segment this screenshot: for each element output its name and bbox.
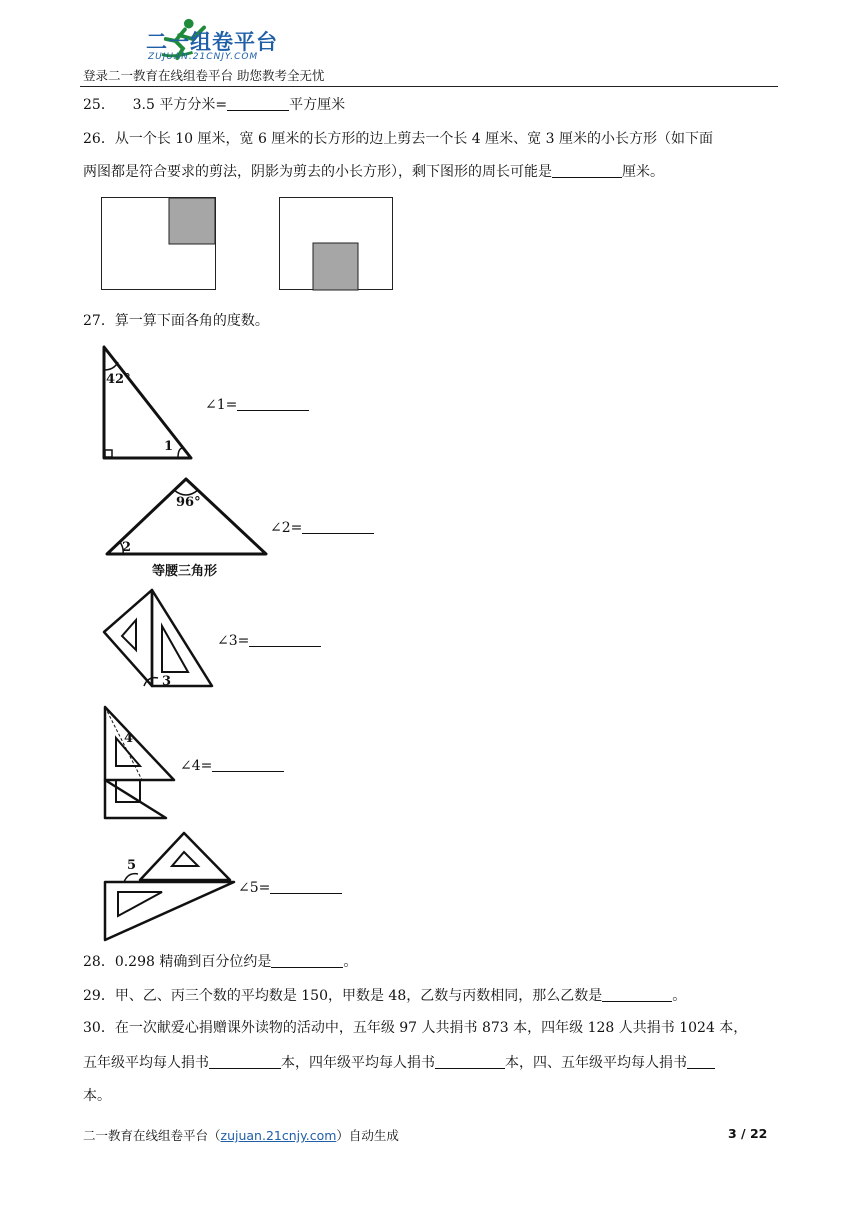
angle-mark-2: 2	[122, 540, 132, 555]
question-29: 29．甲、乙、丙三个数的平均数是 150，甲数是 48，乙数与丙数相同，那么乙数是 。	[83, 985, 686, 1006]
question-30-line2: 五年级平均每人捐书 本，四年级平均每人捐书 本，四、五年级平均每人捐书	[83, 1052, 715, 1073]
question-26-line1: 26．从一个长 10 厘米，宽 6 厘米的长方形的边上剪去一个长 4 厘米、宽 3 厘米的小长方形（如下面	[83, 131, 713, 147]
angle-label-96: 96°	[176, 495, 201, 510]
page-number: 3 / 22	[728, 1126, 768, 1141]
angle-3-answer: ∠3=	[217, 630, 321, 649]
angle-mark-3: 3	[162, 674, 172, 689]
answer-blank[interactable]	[212, 755, 284, 772]
angle-4-answer: ∠4=	[180, 755, 284, 774]
angle-mark-5: 5	[127, 858, 137, 873]
answer-blank[interactable]	[237, 394, 309, 411]
right-triangle-figure	[100, 344, 196, 462]
header-divider	[80, 86, 778, 87]
question-30-line1: 30．在一次献爱心捐赠课外读物的活动中，五年级 97 人共捐书 873 本，四年级 128 人共捐书 1024 本，	[83, 1020, 748, 1036]
answer-blank[interactable]	[552, 161, 622, 178]
answer-blank[interactable]	[249, 630, 321, 647]
angle-2-answer: ∠2=	[270, 517, 374, 536]
answer-blank[interactable]	[302, 517, 374, 534]
answer-blank[interactable]	[602, 985, 672, 1002]
question-25: 25． 3.5 平方分米= 平方厘米	[83, 94, 345, 115]
footer-text: 二一教育在线组卷平台（zujuan.21cnjy.com）自动生成	[83, 1128, 399, 1143]
angle-5-answer: ∠5=	[238, 877, 342, 896]
answer-blank[interactable]	[687, 1052, 715, 1069]
set-square-figure-5	[102, 830, 238, 944]
answer-blank[interactable]	[209, 1052, 281, 1069]
angle-label-42: 42°	[106, 372, 131, 387]
footer-link[interactable]: zujuan.21cnjy.com	[220, 1128, 337, 1143]
header-slogan: 登录二一教育在线组卷平台 助您教考全无忧	[83, 68, 325, 83]
answer-blank[interactable]	[227, 94, 289, 111]
angle-mark-4: 4	[124, 731, 134, 746]
set-square-figure-3	[100, 586, 216, 692]
question-27-title: 27．算一算下面各角的度数。	[83, 313, 269, 329]
answer-blank[interactable]	[270, 877, 342, 894]
rectangle-figure-2	[279, 197, 395, 291]
question-26-line2: 两图都是符合要求的剪法，阴影为剪去的小长方形），剩下图形的周长可能是 厘米。	[83, 161, 664, 182]
rectangle-figure-1	[101, 197, 217, 291]
answer-blank[interactable]	[271, 951, 343, 968]
logo-title: 二一组卷平台	[146, 30, 278, 54]
question-28: 28．0.298 精确到百分位约是 。	[83, 951, 357, 972]
angle-mark-1: 1	[164, 439, 174, 454]
answer-blank[interactable]	[435, 1052, 505, 1069]
angle-1-answer: ∠1=	[205, 394, 309, 413]
logo-subtitle: ZUJUAN.21CNJY.COM	[148, 52, 259, 62]
question-30-line3: 本。	[83, 1088, 111, 1104]
set-square-figure-4	[100, 704, 176, 822]
isosceles-caption: 等腰三角形	[152, 564, 218, 579]
